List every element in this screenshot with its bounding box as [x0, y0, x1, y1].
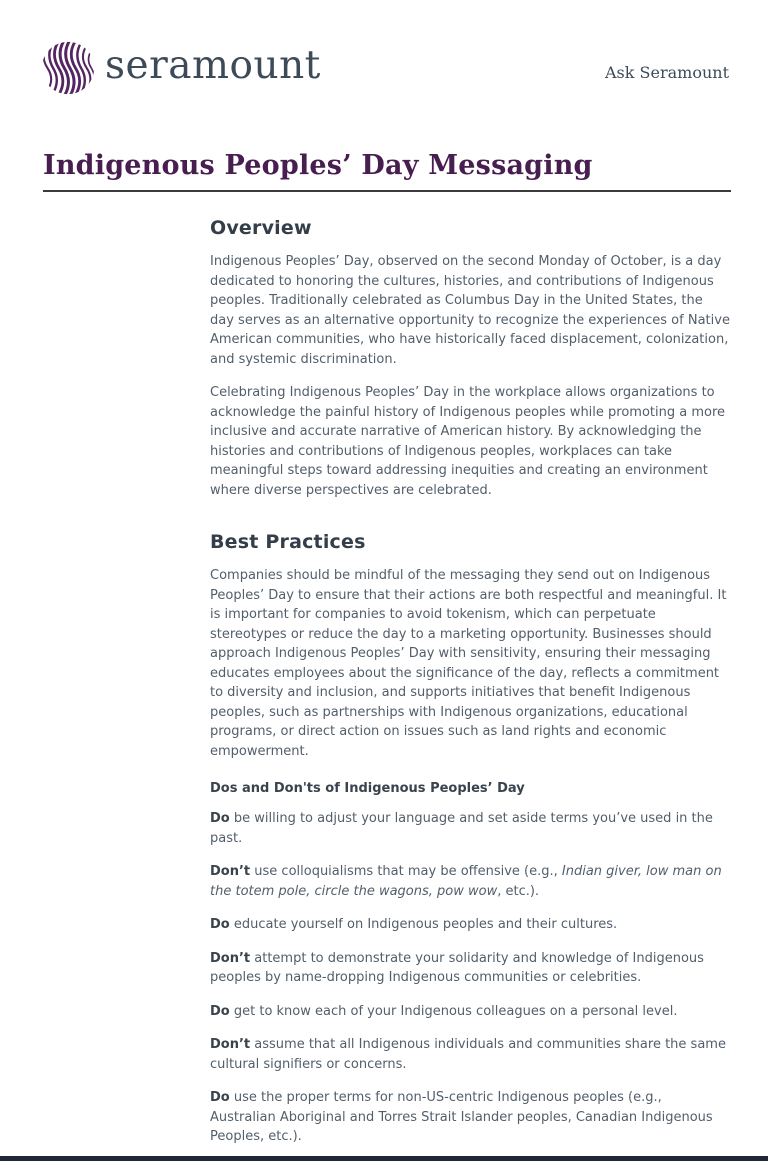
section-overview [210, 217, 730, 500]
section-best-practices [210, 531, 730, 1147]
article-content [210, 217, 730, 1147]
best-practices-paragraph: Companies should be mindful of the messaging they send out on Indigenous Peoples’ Day to ensure that their actions are both respectful and meaningful. It is important for companies to avoid tokenism, which can perpetuate stereotypes or reduce the day to a marketing opportunity. Businesses should approach Indigenous Peoples’ Day with sensitivity, ensuring their messaging educates employees about the significance of the day, reflects a commitment to diversity and inclusion, and supports initiatives that benefit Indigenous peoples, such as partnerships with Indigenous organizations, educational programs, or direct action on issues such as land rights and economic empowerment. [210, 568, 727, 759]
item-label: Don’t [210, 864, 251, 879]
dos-donts-item: Don’t assume that all Indigenous individuals and communities share the same cultural signifiers or concerns. [210, 1037, 726, 1072]
item-label: Do [210, 917, 230, 932]
item-label: Do [210, 1090, 230, 1105]
overview-heading: Overview [210, 217, 312, 239]
dos-donts-item: Do educate yourself on Indigenous peoples and their cultures. [210, 917, 618, 932]
header [0, 0, 768, 96]
dos-donts-item: Do use the proper terms for non-US-centric Indigenous peoples (e.g., Australian Aboriginal and Torres Strait Islander peoples, Canadian Indigenous Peoples, etc.). [210, 1090, 713, 1144]
best-practices-heading: Best Practices [210, 531, 366, 553]
overview-paragraph: Indigenous Peoples’ Day, observed on the second Monday of October, is a day dedicated to honoring the cultures, histories, and contributions of Indigenous peoples. Traditionally celebrated as Columbus Day in the United States, the day serves as an alternative opportunity to recognize the experiences of Native American communities, who have historically faced displacement, colonization, and systemic discrimination. [210, 254, 730, 367]
overview-paragraph: Celebrating Indigenous Peoples’ Day in the workplace allows organizations to acknowledge the painful history of Indigenous peoples while promoting a more inclusive and accurate narrative of American history. By acknowledging the histories and contributions of Indigenous peoples, workplaces can take meaningful steps toward addressing inequities and creating an environment where diverse perspectives are celebrated. [210, 385, 726, 498]
ask-seramount-link[interactable]: Ask Seramount [604, 62, 729, 82]
dos-donts-item: Do get to know each of your Indigenous colleagues on a personal level. [210, 1003, 678, 1019]
item-label: Do [210, 1003, 230, 1019]
item-label: Don’t [210, 950, 251, 966]
seramount-swirl-icon [40, 40, 96, 96]
dos-donts-subheading: Dos and Don'ts of Indigenous Peoples’ Day [210, 781, 525, 796]
page-bottom-edge [0, 1156, 768, 1161]
seramount-logo-text: seramount [105, 42, 321, 88]
item-label: Don’t [210, 1037, 251, 1052]
page-title: Indigenous Peoples’ Day Messaging [43, 150, 731, 192]
dos-donts-item: Do be willing to adjust your language and set aside terms you’ve used in the past. [210, 811, 713, 846]
dos-donts-item: Don’t use colloquialisms that may be offensive (e.g., Indian giver, low man on the totem pole, circle the wagons, pow wow, etc.). [210, 864, 722, 899]
dos-donts-item: Don’t attempt to demonstrate your solidarity and knowledge of Indigenous peoples by name-dropping Indigenous communities or celebrities. [210, 950, 704, 985]
seramount-logo [40, 40, 321, 96]
item-label: Do [210, 811, 230, 826]
